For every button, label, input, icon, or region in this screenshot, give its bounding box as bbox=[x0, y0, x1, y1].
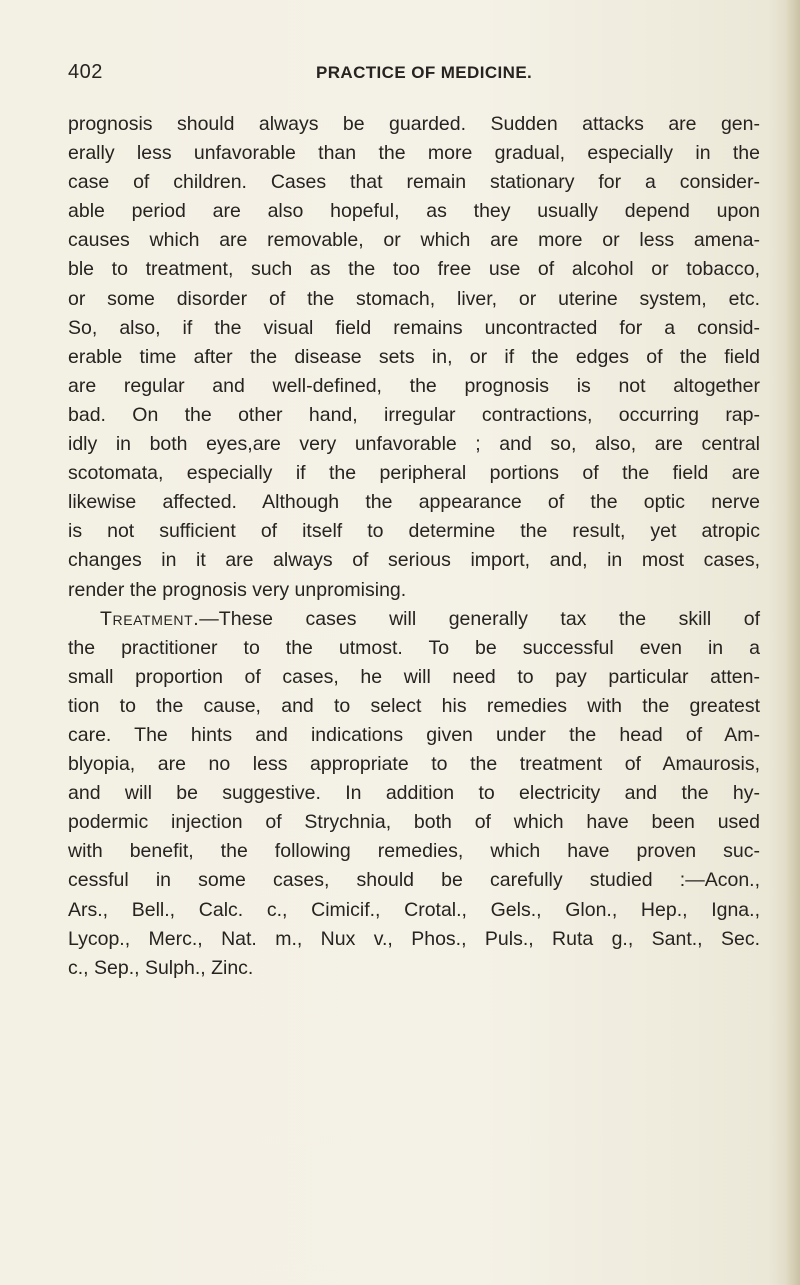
text-line: erable time after the disease sets in, or if the edges of the field bbox=[68, 345, 760, 368]
text-line: ble to treatment, such as the too free use of alcohol or tobacco, bbox=[68, 258, 760, 281]
text-line: idly in both eyes,are very unfavorable ; and so, also, are central bbox=[68, 433, 760, 456]
text-line: are regular and well-defined, the prognosis is not altogether bbox=[68, 374, 760, 397]
text-line: blyopia, are no less appropriate to the treatment of Amaurosis, bbox=[68, 753, 760, 776]
text-line: causes which are removable, or which are more or less amena- bbox=[68, 229, 760, 252]
text-line: scotomata, especially if the peripheral portions of the field are bbox=[68, 462, 760, 485]
text-line: case of children. Cases that remain stationary for a consider- bbox=[68, 171, 760, 194]
text-line: likewise affected. Although the appearance of the optic nerve bbox=[68, 491, 760, 514]
text-line: So, also, if the visual field remains uncontracted for a consid- bbox=[68, 316, 760, 339]
text-line: changes in it are always of serious import, and, in most cases, bbox=[68, 549, 760, 572]
page-header bbox=[68, 61, 748, 91]
text-line: care. The hints and indications given under the head of Am- bbox=[68, 723, 760, 746]
page-number: 402 bbox=[68, 61, 103, 83]
body-text bbox=[68, 110, 760, 983]
text-line: tion to the cause, and to select his remedies with the greatest bbox=[68, 694, 760, 717]
text-line: Ars., Bell., Calc. c., Cimicif., Crotal., Gels., Glon., Hep., Igna., bbox=[68, 898, 760, 921]
treatment-first-line: —These cases will generally tax the skill of bbox=[199, 607, 760, 630]
text-line: bad. On the other hand, irregular contractions, occurring rap- bbox=[68, 403, 760, 426]
text-line: is not sufficient of itself to determine the result, yet atropic bbox=[68, 520, 760, 543]
text-line: able period are also hopeful, as they usually depend upon bbox=[68, 200, 760, 223]
text-line: render the prognosis very unpromising. bbox=[68, 578, 407, 601]
text-line: Lycop., Merc., Nat. m., Nux v., Phos., Puls., Ruta g., Sant., Sec. bbox=[68, 927, 760, 950]
treatment-paragraph-start bbox=[68, 605, 760, 634]
text-line: with benefit, the following remedies, which have proven suc- bbox=[68, 840, 760, 863]
treatment-heading: Treatment. bbox=[100, 607, 200, 630]
text-line: prognosis should always be guarded. Sudden attacks are gen- bbox=[68, 113, 760, 135]
text-line: and will be suggestive. In addition to electricity and the hy- bbox=[68, 782, 760, 805]
text-line: cessful in some cases, should be carefully studied :—Acon., bbox=[68, 869, 760, 892]
text-line: c., Sep., Sulph., Zinc. bbox=[68, 956, 254, 979]
text-line: or some disorder of the stomach, liver, or uterine system, etc. bbox=[68, 287, 760, 310]
page-edge-shadow bbox=[786, 0, 800, 1285]
running-head: PRACTICE OF MEDICINE. bbox=[316, 63, 533, 82]
text-line: the practitioner to the utmost. To be successful even in a bbox=[68, 636, 760, 659]
text-line: podermic injection of Strychnia, both of which have been used bbox=[68, 811, 760, 834]
text-line: erally less unfavorable than the more gradual, especially in the bbox=[68, 142, 760, 165]
text-line: small proportion of cases, he will need to pay particular atten- bbox=[68, 665, 760, 688]
